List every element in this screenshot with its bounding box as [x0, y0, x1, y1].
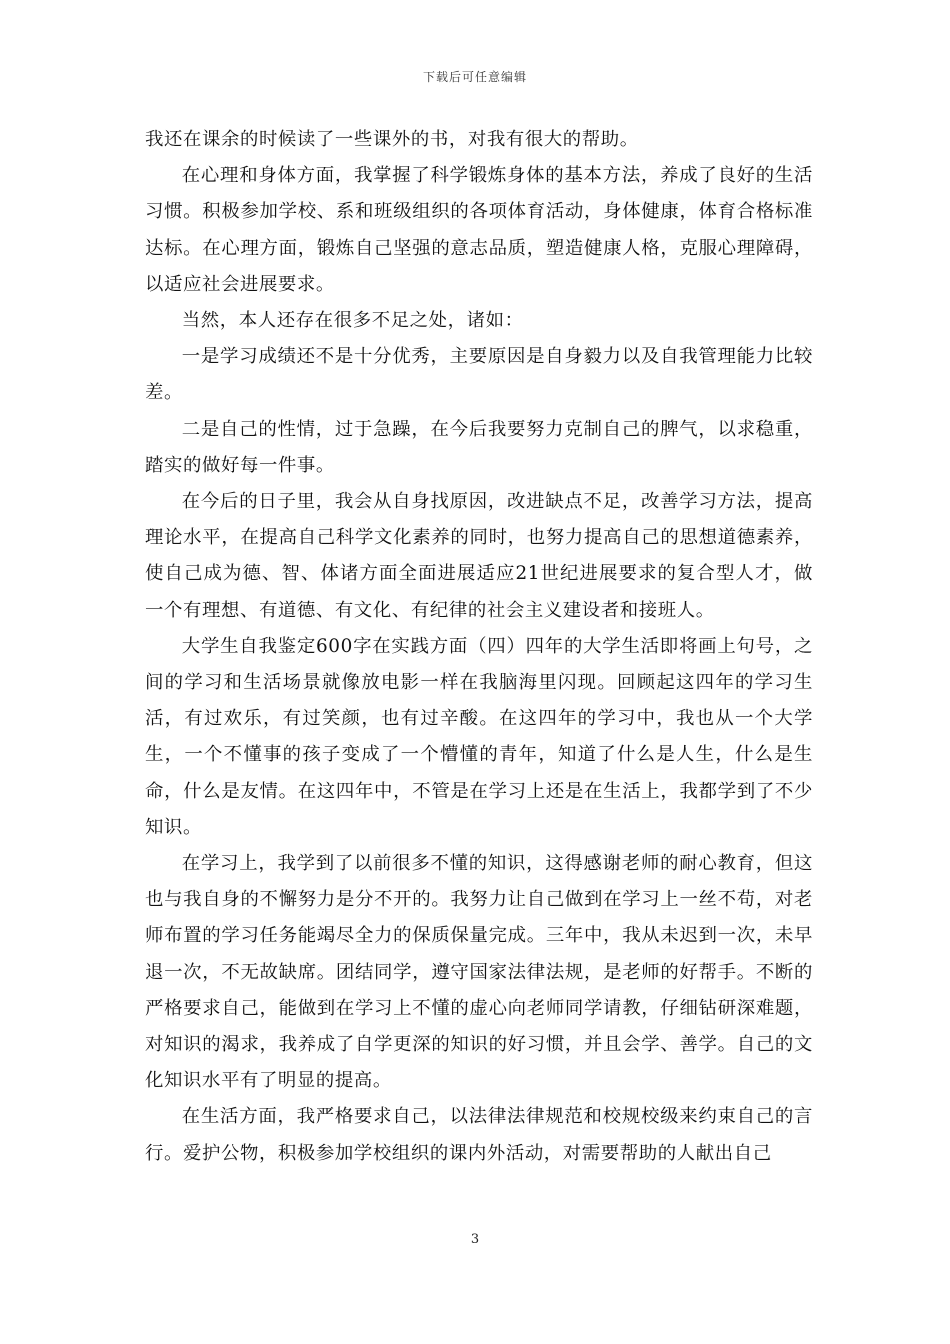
paragraph: 当然，本人还存在很多不足之处，诸如：: [181, 310, 524, 332]
paragraph: 在学习上，我学到了以前很多不懂的知识，这得感谢老师的耐心教育，但这也与我自身的不懈努力是分不开的。我努力让自己做到在学习上一丝不苟，对老师布置的学习任务能竭尽全力的保质保量完成。三年中，我从未迟到一次，未早退一次，不无故缺席。团结同学，遵守国家法律法规，是老师的好帮手。不断的严格要求自己，能做到在学习上不懂的虚心向老师同学请教，仔细钻研深难题，对知识的渴求，我养成了自学更深的知识的好习惯，并且会学、善学。自己的文化知识水平有了明显的提高。: [145, 853, 813, 1092]
page-number: 3: [470, 1232, 480, 1247]
paragraph: 在心理和身体方面，我掌握了科学锻炼身体的基本方法，养成了良好的生活习惯。积极参加学校、系和班级组织的各项体育活动，身体健康，体育合格标准达标。在心理方面，锻炼自己坚强的意志品质，塑造健康人格，克服心理障碍，以适应社会进展要求。: [145, 165, 813, 295]
paragraph: 一是学习成绩还不是十分优秀，主要原因是自身毅力以及自我管理能力比较差。: [145, 346, 813, 404]
paragraph: 大学生自我鉴定600字在实践方面（四）四年的大学生活即将画上句号，之间的学习和生活场景就像放电影一样在我脑海里闪现。回顾起这四年的学习生活，有过欢乐，有过笑颜，也有过辛酸。在这四年的学习中，我也从一个大学生，一个不懂事的孩子变成了一个懵懂的青年，知道了什么是人生，什么是生命，什么是友情。在这四年中，不管是在学习上还是在生活上，我都学到了不少知识。: [145, 635, 813, 838]
page-header: 下载后可任意编辑: [422, 70, 527, 84]
document-body: [145, 122, 813, 1172]
paragraph: 二是自己的性情，过于急躁，在今后我要努力克制自己的脾气，以求稳重，踏实的做好每一件事。: [145, 418, 813, 476]
paragraph: 在生活方面，我严格要求自己，以法律法律规范和校规校级来约束自己的言行。爱护公物，积极参加学校组织的课内外活动，对需要帮助的人献出自己: [145, 1106, 813, 1164]
paragraph: 在今后的日子里，我会从自身找原因，改进缺点不足，改善学习方法，提高理论水平，在提高自己科学文化素养的同时，也努力提高自己的思想道德素养，使自己成为德、智、体诸方面全面进展适应21世纪进展要求的复合型人才，做一个有理想、有道德、有文化、有纪律的社会主义建设者和接班人。: [145, 491, 813, 621]
paragraph: 我还在课余的时候读了一些课外的书，对我有很大的帮助。: [145, 129, 639, 150]
